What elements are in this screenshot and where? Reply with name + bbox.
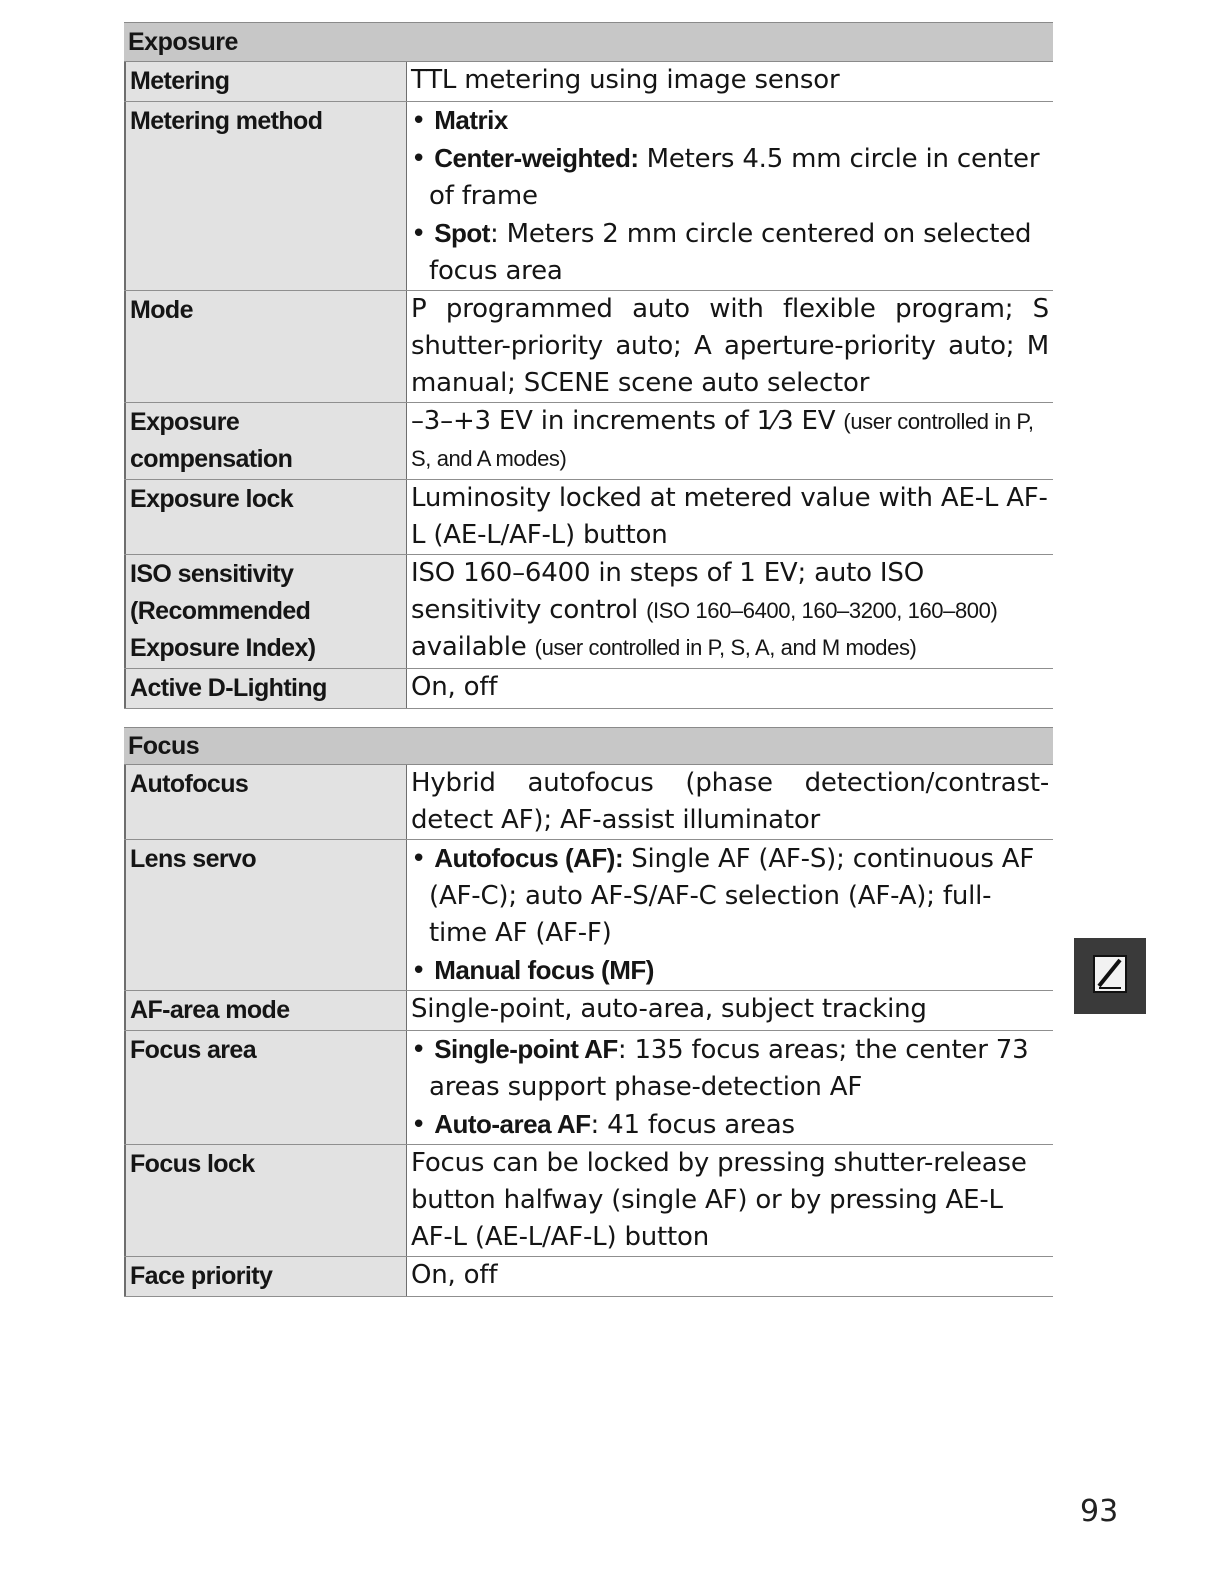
specifications-table <box>124 22 1053 1297</box>
spec-row-af-area-mode <box>124 991 1053 1031</box>
bullet-text: Single AF (AF-S); continuous AF (AF-C); auto AF-S/AF-C selection (AF-A); full-time AF (AF-F) <box>429 844 1035 948</box>
spec-row-face-priority <box>124 1257 1053 1297</box>
spec-label: Metering method <box>124 102 407 290</box>
spec-value <box>407 403 1053 479</box>
spec-value: Focus can be locked by pressing shutter-release button halfway (single AF) or by pressing AE-L AF-L (AE-L/AF-L) button <box>411 1148 1027 1252</box>
section-header-exposure: Exposure <box>124 22 1053 62</box>
spec-row-metering-method <box>124 102 1053 291</box>
spec-row-autofocus <box>124 765 1053 840</box>
bullet-item: • Single-point AF: 135 focus areas; the center 73 areas support phase-detection AF <box>411 1034 1029 1102</box>
spec-value <box>407 555 1053 668</box>
spec-label: Mode <box>124 291 407 402</box>
bullet-text: : 41 focus areas <box>590 1110 795 1140</box>
bullet-term: Center-weighted: <box>434 143 639 173</box>
spec-row-exposure-compensation <box>124 403 1053 480</box>
section-header-focus: Focus <box>124 727 1053 765</box>
value-note: (user controlled in P, S, and A modes) <box>411 409 1034 471</box>
spec-value: On, off <box>411 1260 498 1290</box>
spec-value <box>407 840 1053 990</box>
spec-label: ISO sensitivity (Recommended Exposure Index) <box>124 555 407 668</box>
spec-label: Exposure lock <box>124 480 407 554</box>
bullet-item: • Manual focus (MF) <box>411 955 654 986</box>
spec-label: Face priority <box>124 1257 407 1296</box>
spec-row-iso-sensitivity <box>124 555 1053 669</box>
spec-label: Focus lock <box>124 1145 407 1256</box>
bullet-text: Meters 4.5 mm circle in center of frame <box>429 144 1040 211</box>
spec-row-focus-lock <box>124 1145 1053 1257</box>
value-text: available <box>411 632 527 662</box>
spec-label: Active D-Lighting <box>124 669 407 708</box>
bullet-term: Autofocus (AF): <box>434 843 624 873</box>
page-number: 93 <box>1080 1494 1119 1529</box>
spec-row-lens-servo <box>124 840 1053 991</box>
bullet-item: • Center-weighted: Meters 4.5 mm circle in center of frame <box>411 143 1040 211</box>
bullet-item: • Matrix <box>411 105 508 136</box>
spec-value <box>407 1031 1053 1144</box>
bullet-term: Manual focus (MF) <box>434 955 654 985</box>
spec-value: TTL metering using image sensor <box>411 65 840 95</box>
spec-value: On, off <box>411 672 498 702</box>
bullet-term: Auto-area AF <box>434 1109 591 1139</box>
value-text: –3–+3 EV in increments of 1⁄3 EV <box>411 406 836 436</box>
spec-label: Autofocus <box>124 765 407 839</box>
spec-value: Single-point, auto-area, subject tracking <box>411 994 927 1024</box>
value-text: ISO 160–6400 in steps of 1 EV; auto ISO sensitivity control <box>411 558 924 625</box>
spec-value: Hybrid autofocus (phase detection/contrast-detect AF); AF-assist illuminator <box>411 768 1049 835</box>
bullet-item: • Spot: Meters 2 mm circle centered on selected focus area <box>411 218 1032 286</box>
spec-value: P programmed auto with flexible program; S shutter-priority auto; A aperture-priority auto; M manual; SCENE scene auto selector <box>411 294 1049 398</box>
bullet-text: : 135 focus areas; the center 73 areas support phase-detection AF <box>429 1035 1029 1102</box>
bullet-item: • Auto-area AF: 41 focus areas <box>411 1109 795 1140</box>
spec-label: AF-area mode <box>124 991 407 1030</box>
spec-label: Focus area <box>124 1031 407 1144</box>
spec-value <box>407 102 1053 290</box>
spec-row-active-d-lighting <box>124 669 1053 709</box>
spec-value: Luminosity locked at metered value with AE-L AF-L (AE-L/AF-L) button <box>411 483 1048 550</box>
spec-label: Metering <box>124 62 407 101</box>
spec-row-mode <box>124 291 1053 403</box>
bullet-item: • Autofocus (AF): Single AF (AF-S); continuous AF (AF-C); auto AF-S/AF-C selection (AF-A); full-time AF (AF-F) <box>411 843 1035 948</box>
value-note: (ISO 160–6400, 160–3200, 160–800) <box>646 598 998 623</box>
bullet-term: Single-point AF <box>434 1034 618 1064</box>
notes-pencil-icon <box>1074 938 1146 1014</box>
spec-row-focus-area <box>124 1031 1053 1145</box>
bullet-text: : Meters 2 mm circle centered on selected focus area <box>429 219 1032 286</box>
bullet-term: Spot <box>434 218 490 248</box>
spec-label: Exposure compensation <box>124 403 407 479</box>
bullet-term: Matrix <box>434 105 508 135</box>
spec-row-metering <box>124 62 1053 102</box>
spec-row-exposure-lock <box>124 480 1053 555</box>
notes-tab-icon <box>1074 938 1146 1014</box>
spec-label: Lens servo <box>124 840 407 990</box>
value-note: (user controlled in P, S, A, and M modes) <box>534 635 917 660</box>
